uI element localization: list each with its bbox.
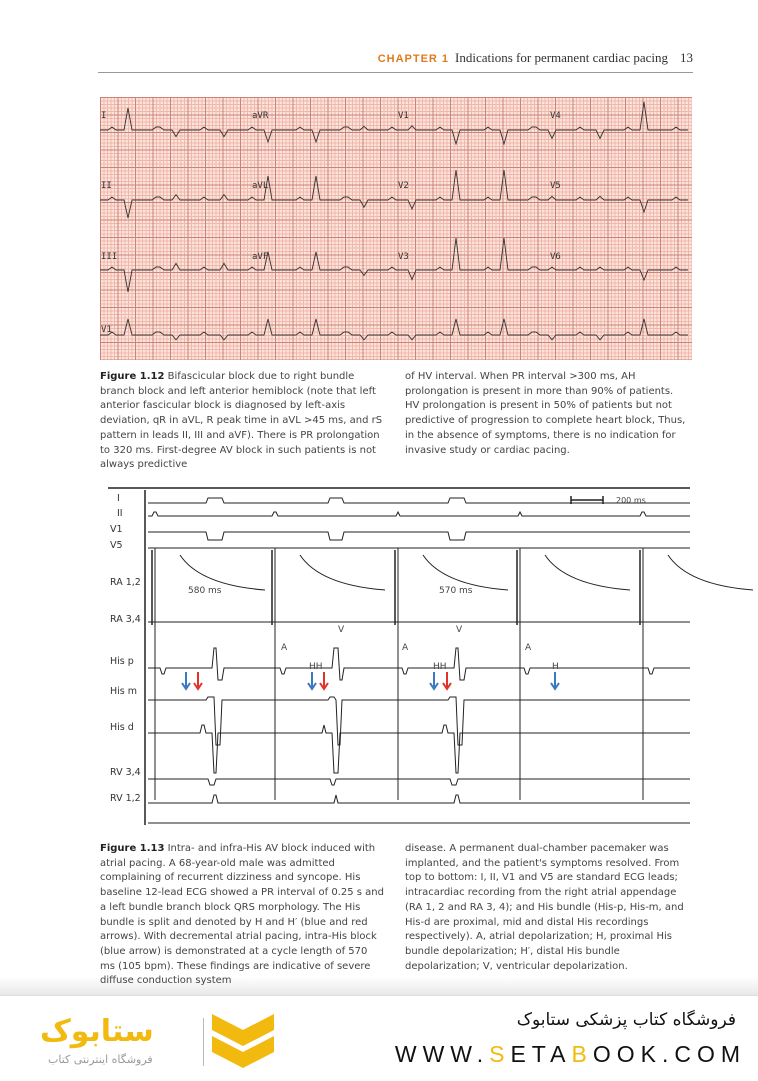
channel-label: RA 1,2 [110,577,141,588]
ep-recording-figure [0,487,758,832]
figure-1-12-caption-col1 [100,370,385,473]
blue-arrow-icon [308,672,316,689]
ecg-12-lead-figure [100,97,692,360]
channel-label: RA 3,4 [110,614,141,625]
running-header [98,50,693,70]
lead-label: aVL [252,181,269,191]
channel-label: RV 1,2 [110,793,141,804]
channel-label: V5 [110,540,123,551]
blue-arrow-icon [182,672,190,689]
publisher-footer [0,995,758,1081]
ecg-traces [100,97,692,360]
figure-1-13-caption-col2: disease. A permanent dual-chamber pacemaker was implanted, and the patient's symptoms resolved. From top to bottom: I, II, V1 and V5 are standard ECG leads; intracardiac recording from the right atrial appendage (RA 1, 2 and RA 3, 4); and His bundle (His-p, His-m, and His-d are proximal, mid and distal His recordings respectively). A, atrial depolarization; H, proximal His bundle depolarization; H′, distal His bundle depolarization; V, ventricular depolarization. [405,843,684,972]
ecg-trace [100,170,688,218]
lead-label: I [101,111,107,121]
figure-1-12-caption-col2: of HV interval. When PR interval >300 ms, AH prolongation is present in more than 90% of patients. HV prolongation is present in 50% of patients but not predictive of progression to complete heart block, Thus, in the absence of symptoms, there is no indication for invasive study or cardiac pacing. [405,371,686,456]
atrial-label: A [525,643,532,653]
lead-label: V6 [550,252,561,262]
chapter-title: Indications for permanent cardiac pacing [455,50,668,65]
interval-label: 570 ms [439,586,473,596]
caption-label: Figure 1.12 [100,371,165,382]
channel-label: II [117,508,123,519]
caption-text: Bifascicular block due to right bundle branch block and left anterior hemiblock (note that left anterior fascicular block is diagnosed by left-axis deviation, qR in aVL, R peak time in aVL >45 ms, and rS pattern in leads II, III and aVF). There is PR prolongation to 320 ms. First-degree AV block in such patients is not always predictive [100,371,383,471]
ecg-trace [100,238,688,292]
red-arrow-icon [194,672,202,689]
scale-bar [571,496,603,504]
logo-wordmark: ستابوک [40,1014,154,1049]
url-part: B [571,1041,593,1067]
trace-His-m [148,697,690,745]
lead-label: V1 [398,111,409,121]
channel-label: V1 [110,524,123,535]
lead-label: V1 [101,325,112,335]
lead-label: V3 [398,252,409,262]
ep-traces [0,487,758,832]
setabook-chevron-logo-icon [212,1014,274,1074]
ecg-trace [100,102,688,144]
lead-label: V4 [550,111,561,121]
lead-label: V5 [550,181,561,191]
channel-label: I [117,493,120,504]
ra-decay-curve [545,555,630,590]
logo-divider [203,1018,204,1066]
page-number: 13 [680,50,693,65]
url-part: OOK.COM [592,1041,746,1067]
trace-II [148,512,690,516]
red-arrow-icon [320,672,328,689]
trace-His-p [148,648,690,680]
interval-label: 580 ms [188,586,222,596]
channel-label: His m [110,686,138,697]
header-rule [98,72,693,73]
trace-RV12 [148,795,690,803]
his-label: H [552,662,559,672]
his-label: HH [309,662,323,672]
atrial-label: A [281,643,288,653]
lead-label: II [101,181,112,191]
caption-label: Figure 1.13 [100,843,165,854]
scale-bar-label: 200 ms [616,496,646,505]
trace-I [148,498,690,503]
store-url[interactable] [395,1041,746,1068]
url-part: WWW. [394,1041,490,1067]
ra-decay-curve [180,555,265,590]
ra-decay-curve [423,555,508,590]
atrial-label: A [402,643,409,653]
trace-RV34 [148,779,690,785]
ecg-trace [100,319,688,340]
ra-decay-curve [300,555,385,590]
channel-label: RV 3,4 [110,767,141,778]
red-arrow-icon [443,672,451,689]
store-name: فروشگاه کتاب پزشکی ستابوک [516,1010,736,1030]
lead-label: V2 [398,181,409,191]
trace-His-d [148,725,690,773]
trace-V1 [148,532,690,540]
lead-label: aVR [252,111,269,121]
ventricular-label: V [456,625,463,635]
blue-arrow-icon [430,672,438,689]
ventricular-label: V [338,625,345,635]
his-label: HH [433,662,447,672]
chapter-label: CHAPTER 1 [377,53,450,65]
ra-decay-curve [668,555,753,590]
url-part: S [489,1041,511,1067]
logo-subtext: فروشگاه اینترنتی کتاب [48,1053,153,1066]
blue-arrow-icon [551,672,559,689]
caption-text: Intra- and infra-His AV block induced with atrial pacing. A 68-year-old male was admitted complaining of recurrent dizziness and syncope. His baseline 12-lead ECG showed a PR interval of 0.25 s and a left bundle branch block QRS morphology. The His bundle is split and denoted by H and H′ (blue and red arrows). With decremental atrial pacing, intra-His block (blue arrow) is demonstrated at a cycle length of 570 ms (105 bpm). These findings are indicative of severe diffuse conduction system [100,843,384,987]
url-part: ETA [510,1041,572,1067]
lead-label: aVF [252,252,269,262]
channel-label: His p [110,656,134,667]
channel-label: His d [110,722,134,733]
lead-label: III [101,252,118,262]
figure-1-13-caption-col1 [100,842,385,989]
